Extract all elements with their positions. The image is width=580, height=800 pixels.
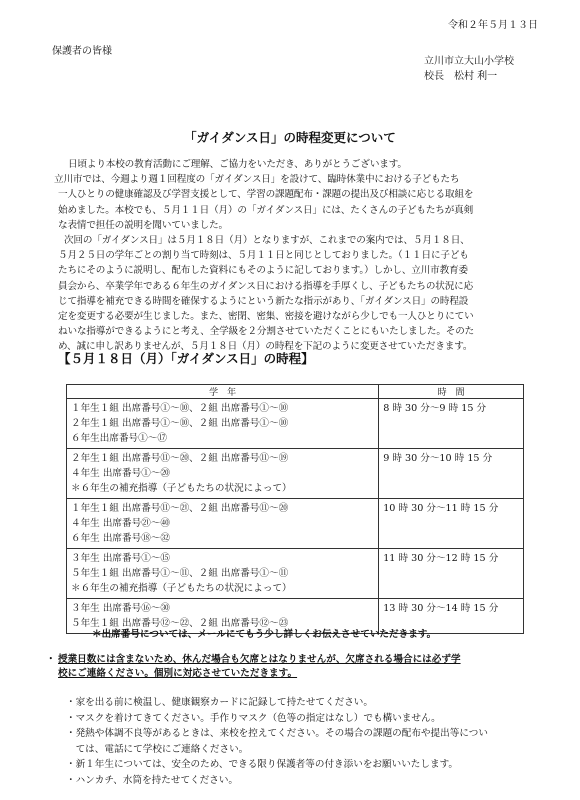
schedule-heading: 【５月１８日（月）「ガイダンス日」の時程】	[58, 351, 314, 366]
instruction-item: ・家を出る前に検温し、健康観察カードに記録して持たせてください。	[66, 697, 373, 708]
body-line: め、誠に申し訳ありませんが、５月１８日（月）の時程を下記のように変更させていただきます。	[58, 341, 473, 353]
body-line: 員会から、卒業学年である６年生のガイダンス日における指導を手厚くし、子どもたちの状況に応	[58, 280, 474, 292]
grade-cell	[67, 499, 379, 549]
table-row	[67, 549, 524, 599]
school-name: 立川市立大山小学校	[424, 56, 514, 67]
grade-column-header: 学 年	[67, 385, 379, 399]
notice-line: 校にご連絡ください。個別に対応させていただきます。	[58, 668, 298, 679]
body-line: ５月２５日の学年ごとの割り当て時刻は、５月１１日と同じとしておりました。（１１日に子ども	[58, 250, 469, 262]
table-footnote: ＊出席番号については、メールにてもう少し詳しくお伝えさせていただきます。	[92, 629, 437, 640]
grade-line: ６年生 出席番号⑱～㉜	[71, 533, 170, 544]
grade-line: ４年生 出席番号㉑～㊵	[71, 518, 170, 529]
grade-cell	[67, 399, 379, 449]
grade-line: ２年生１組 出席番号⑪～⑳、２組 出席番号⑪～⑲	[71, 453, 289, 464]
body-line: 定を変更する必要が生じました。また、密閉、密集、密接を避けながら少しでも一人ひとりにてい	[58, 311, 474, 323]
instruction-item: ・マスクを着けてきてください。手作りマスク（色等の指定はなし）でも構いません。	[66, 712, 441, 724]
body-line: 立川市では、今週より週１回程度の「ガイダンス日」を設けて、臨時休業中における子どもたち	[54, 174, 460, 186]
body-text	[54, 157, 544, 355]
grade-line: ６年生出席番号①～⑰	[71, 433, 167, 444]
grade-cell	[67, 449, 379, 499]
grade-line: １年生１組 出席番号⑪～㉑、２組 出席番号⑪～⑳	[71, 503, 289, 514]
time-cell: 8 時 30 分～9 時 15 分	[379, 399, 524, 449]
grade-line: ３年生 出席番号⑯～㉚	[71, 603, 170, 614]
time-cell: 10 時 30 分～11 時 15 分	[379, 499, 524, 549]
instruction-item: ては、電話にて学校にご連絡ください。	[66, 743, 249, 755]
notice-line: 授業日数には含まないため、休んだ場合も欠席とはなりませんが、欠席される場合には必ず学	[58, 654, 461, 665]
body-line: 日頃より本校の教育活動にご理解、ご協力をいただき、ありがとうございます。	[68, 159, 407, 170]
body-line: な表情で担任の説明を聞いていました。	[58, 219, 228, 231]
body-line: 始めました。本校でも、５月１１日（月）の「ガイダンス日」には、たくさんの子どもたちが真剣	[58, 204, 474, 216]
grade-line: ＊６年生の補充指導（子どもたちの状況によって）	[71, 483, 292, 494]
instruction-item: ・発熱や体調不良等があるときは、来校を控えてください。その場合の課題の配布や提出等につい	[66, 728, 488, 740]
instruction-item: ・新１年生については、安全のため、できる限り保護者等の付き添いをお願いいたします。	[66, 759, 458, 771]
grade-line: ３年生 出席番号①～⑮	[71, 553, 170, 564]
body-line: じて指導を補充できる時間を確保するようにという新たな指示があり、「ガイダンス日」の時程設	[58, 295, 469, 307]
document-title: 「ガイダンス日」の時程変更について	[184, 130, 396, 145]
grade-cell	[67, 549, 379, 599]
grade-line: ＊６年生の補充指導（子どもたちの状況によって）	[71, 583, 292, 594]
schedule-table	[66, 384, 524, 634]
issue-date: 令和２年５月１３日	[448, 20, 538, 31]
grade-line: ５年生１組 出席番号①～⑪、２組 出席番号①～⑪	[71, 568, 289, 579]
time-column-header: 時 間	[379, 385, 524, 399]
time-cell: 13 時 30 分～14 時 15 分	[379, 599, 524, 634]
instructions-list	[66, 695, 536, 789]
body-line: たちにそのように説明し、配布した資料にもそのように記しております。）しかし、立川市教育委	[58, 265, 468, 277]
body-line: 次回の「ガイダンス日」は５月１８日（月）となりますが、これまでの案内では、５月１８日、	[64, 235, 470, 247]
table-row	[67, 449, 524, 499]
sender-block	[424, 54, 514, 84]
grade-line: ２年生１組 出席番号①～⑩、２組 出席番号①～⑩	[71, 418, 289, 429]
time-cell: 11 時 30 分～12 時 15 分	[379, 549, 524, 599]
grade-line: １年生１組 出席番号①～⑩、２組 出席番号①～⑩	[71, 403, 289, 414]
notice-bullet: ・	[46, 654, 56, 665]
recipient: 保護者の皆様	[52, 46, 112, 57]
grade-line: ４年生 出席番号①～⑳	[71, 468, 170, 479]
instruction-item: ・ハンカチ、水筒を持たせてください。	[66, 774, 239, 786]
body-line: ねいな指導ができるようにと考え、全学級を２分割させていただくことにもいたしました。そのた	[58, 326, 475, 338]
principal-name: 校長 松村 利一	[424, 71, 498, 82]
table-row	[67, 499, 524, 549]
grade-line: ５年生１組 出席番号⑫～㉒、２組 出席番号⑫～㉓	[71, 618, 289, 629]
attendance-notice	[46, 653, 536, 681]
notice-text	[58, 653, 536, 681]
table-row	[67, 399, 524, 449]
time-cell: 9 時 30 分～10 時 15 分	[379, 449, 524, 499]
body-line: 一人ひとりの健康確認及び学習支援として、学習の課題配布・課題の提出及び相談に応じる取組を	[58, 189, 474, 201]
